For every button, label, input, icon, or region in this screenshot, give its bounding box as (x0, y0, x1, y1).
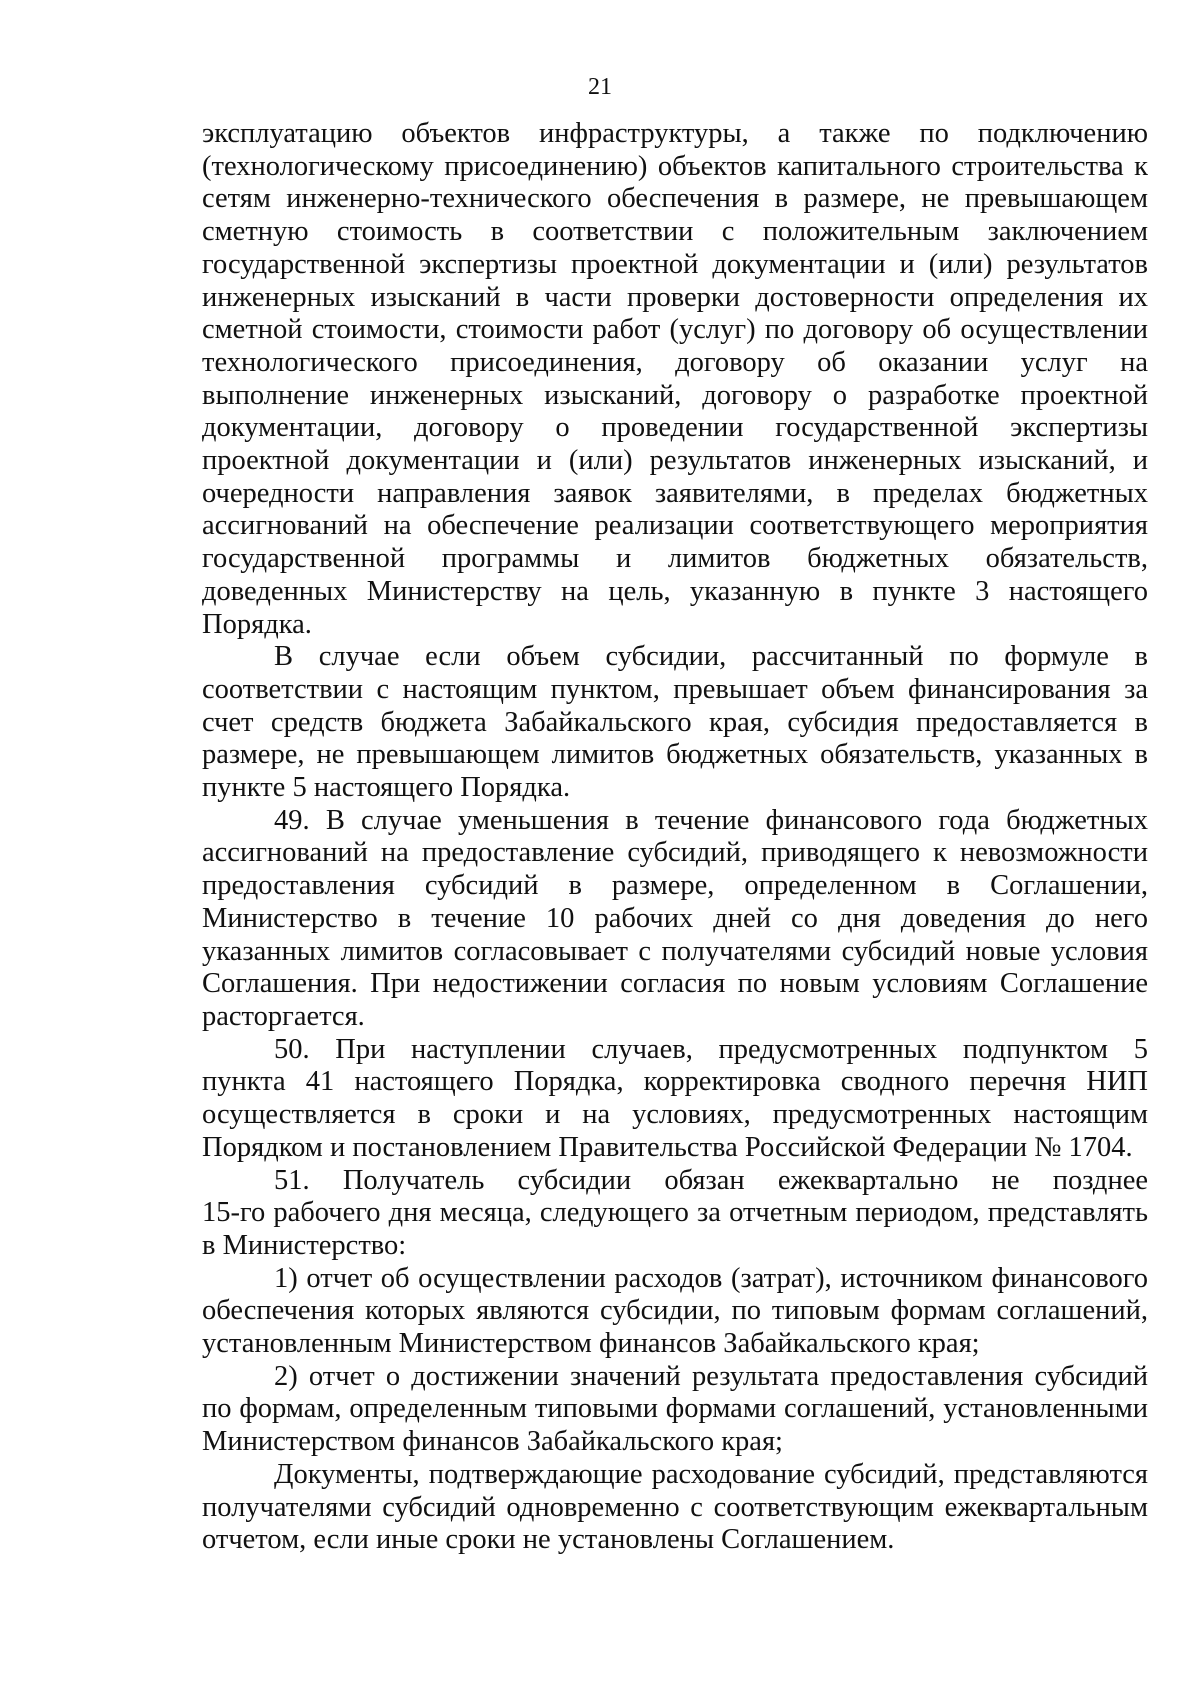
paragraph-1-line-5: государственной экспертизы проектной документации и (или) результатов (202, 248, 1148, 280)
paragraph-3-line-5: указанных лимитов согласовывает с получателями субсидий новые условия (202, 935, 1148, 967)
paragraph-6-line-1: 1) отчет об осуществлении расходов (затрат), источником финансового (274, 1262, 1148, 1294)
paragraph-1-line-10: документации, договору о проведении государственной экспертизы (202, 412, 1148, 444)
paragraph-2-line-2: соответствии с настоящим пунктом, превышает объем финансирования за (202, 673, 1148, 705)
paragraph-3-line-6: Соглашения. При недостижении согласия по новым условиям Соглашение (202, 968, 1148, 1000)
paragraph-4-line-4: Порядком и постановлением Правительства Российской Федерации № 1704. (202, 1131, 1133, 1163)
paragraph-1-line-1: эксплуатацию объектов инфраструктуры, а также по подключению (202, 118, 1148, 149)
paragraph-2-line-4: размере, не превышающем лимитов бюджетных обязательств, указанных в (202, 739, 1148, 771)
paragraph-1-line-14: государственной программы и лимитов бюджетных обязательств, (202, 543, 1148, 575)
paragraph-8-line-1: Документы, подтверждающие расходование субсидий, представляются (274, 1458, 1148, 1490)
paragraph-2-line-3: счет средств бюджета Забайкальского края, субсидия предоставляется в (202, 706, 1148, 738)
paragraph-1-line-8: технологического присоединения, договору об оказании услуг на (202, 346, 1148, 378)
paragraph-3-line-1: 49. В случае уменьшения в течение финансового года бюджетных (274, 804, 1148, 836)
paragraph-1-line-11: проектной документации и (или) результатов инженерных изысканий, и (202, 445, 1148, 477)
paragraph-7-line-1: 2) отчет о достижении значений результата предоставления субсидий (274, 1360, 1148, 1392)
paragraph-1-line-2: (технологическому присоединению) объектов капитального строительства к (202, 150, 1148, 182)
paragraph-3-line-7: расторгается. (202, 1000, 365, 1032)
paragraph-6-line-3: установленным Министерством финансов Забайкальского края; (202, 1328, 980, 1360)
paragraph-1-line-16: Порядка. (202, 608, 312, 640)
page-number: 21 (588, 74, 612, 100)
paragraph-3-line-2: ассигнований на предоставление субсидий, приводящего к невозможности (202, 837, 1148, 869)
paragraph-1-line-13: ассигнований на обеспечение реализации соответствующего мероприятия (202, 510, 1148, 542)
paragraph-4-line-1: 50. При наступлении случаев, предусмотренных подпунктом 5 (274, 1033, 1148, 1065)
document-body (202, 118, 1148, 1557)
paragraph-4-line-3: осуществляется в сроки и на условиях, предусмотренных настоящим (202, 1099, 1148, 1131)
paragraph-1-line-6: инженерных изысканий в части проверки достоверности определения их (202, 281, 1148, 313)
paragraph-1-line-4: сметную стоимость в соответствии с положительным заключением (202, 216, 1148, 248)
paragraph-2-line-5: пункте 5 настоящего Порядка. (202, 772, 571, 804)
paragraph-1-line-3: сетям инженерно-технического обеспечения в размере, не превышающем (202, 183, 1148, 215)
paragraph-5-line-2: 15-го рабочего дня месяца, следующего за отчетным периодом, представлять (202, 1197, 1148, 1229)
paragraph-5-line-1: 51. Получатель субсидии обязан ежеквартально не позднее (274, 1164, 1148, 1196)
paragraph-2-line-1: В случае если объем субсидии, рассчитанный по формуле в (274, 641, 1148, 673)
paragraph-4-line-2: пункта 41 настоящего Порядка, корректировка сводного перечня НИП (202, 1066, 1148, 1098)
paragraph-1-line-15: доведенных Министерству на цель, указанную в пункте 3 настоящего (202, 575, 1148, 607)
paragraph-1-line-9: выполнение инженерных изысканий, договору о разработке проектной (202, 379, 1148, 411)
paragraph-1-line-12: очередности направления заявок заявителями, в пределах бюджетных (202, 477, 1148, 509)
paragraph-8-line-2: получателями субсидий одновременно с соответствующим ежеквартальным (202, 1491, 1148, 1523)
paragraph-6-line-2: обеспечения которых являются субсидии, по типовым формам соглашений, (202, 1295, 1148, 1327)
paragraph-1-line-7: сметной стоимости, стоимости работ (услуг) по договору об осуществлении (202, 314, 1148, 346)
paragraph-5-line-3: в Министерство: (202, 1229, 407, 1261)
paragraph-7-line-2: по формам, определенным типовыми формами соглашений, установленными (202, 1393, 1148, 1425)
paragraph-3-line-3: предоставления субсидий в размере, определенном в Соглашении, (202, 870, 1148, 902)
paragraph-8-line-3: отчетом, если иные сроки не установлены Соглашением. (202, 1524, 895, 1556)
paragraph-7-line-3: Министерством финансов Забайкальского края; (202, 1426, 783, 1458)
paragraph-3-line-4: Министерство в течение 10 рабочих дней со дня доведения до него (202, 902, 1148, 934)
